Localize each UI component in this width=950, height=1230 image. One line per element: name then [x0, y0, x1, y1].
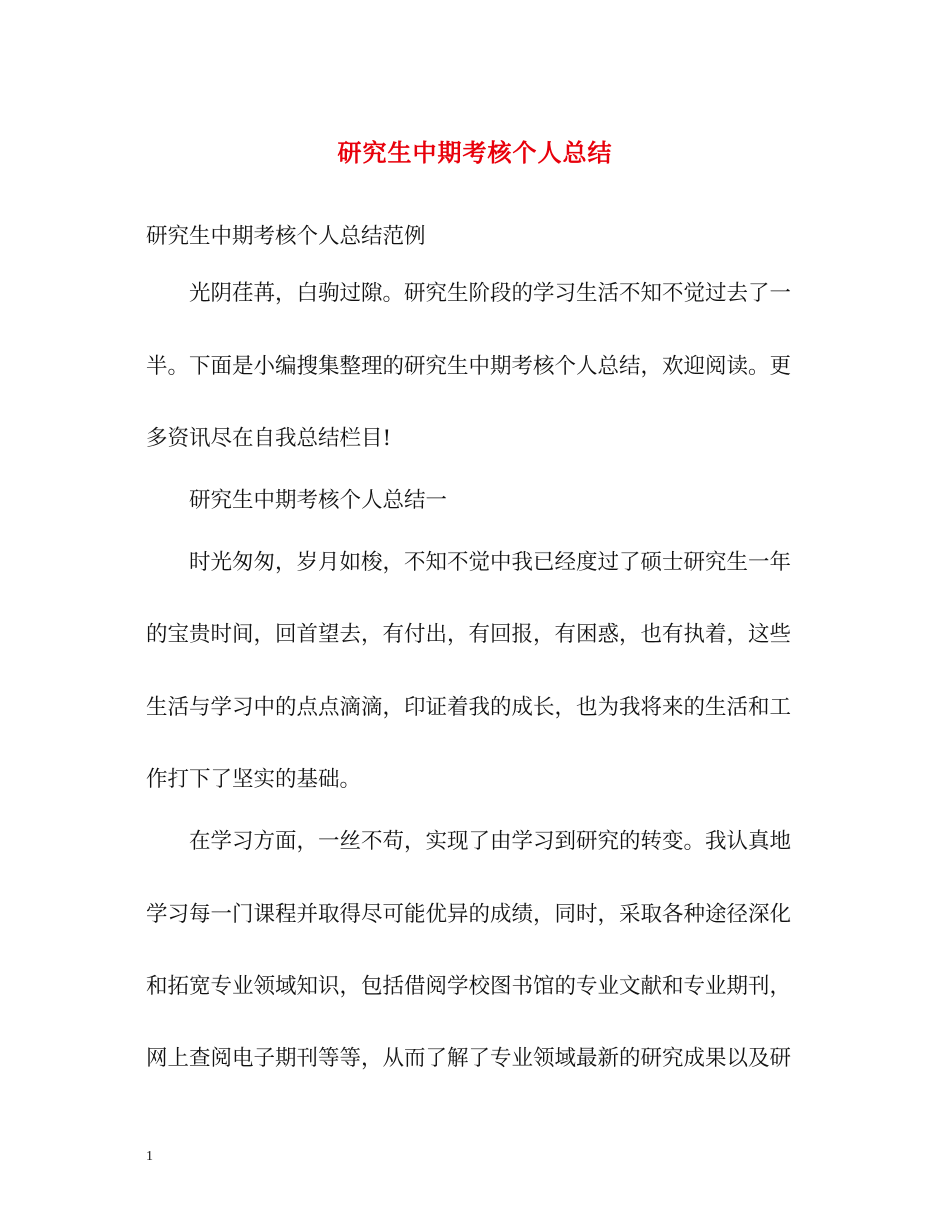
text-line: 和拓宽专业领域知识，包括借阅学校图书馆的专业文献和专业期刊，	[146, 974, 792, 999]
text-line: 时光匆匆，岁月如梭，不知不觉中我已经度过了硕士研究生一年	[189, 550, 792, 575]
text-line: 在学习方面，一丝不苟，实现了由学习到研究的转变。我认真地	[189, 829, 792, 854]
text-line: 网上查阅电子期刊等等，从而了解了专业领域最新的研究成果以及研	[146, 1046, 792, 1071]
text-line: 生活与学习中的点点滴滴，印证着我的成长，也为我将来的生活和工	[146, 695, 792, 720]
text-line: 半。下面是小编搜集整理的研究生中期考核个人总结，欢迎阅读。更	[146, 354, 792, 379]
text-line: 研究生中期考核个人总结一	[189, 488, 448, 513]
text-line: 研究生中期考核个人总结范例	[146, 224, 426, 249]
document-title: 研究生中期考核个人总结	[337, 138, 613, 167]
text-line: 学习每一门课程并取得尽可能优异的成绩，同时，采取各种途径深化	[146, 902, 792, 927]
page-number: 1	[146, 1149, 153, 1164]
text-line: 多资讯尽在自我总结栏目!	[146, 426, 392, 451]
text-line: 光阴荏苒，白驹过隙。研究生阶段的学习生活不知不觉过去了一	[189, 281, 792, 306]
text-line: 作打下了坚实的基础。	[146, 767, 362, 792]
text-line: 的宝贵时间，回首望去，有付出，有回报，有困惑，也有执着，这些	[146, 622, 792, 647]
